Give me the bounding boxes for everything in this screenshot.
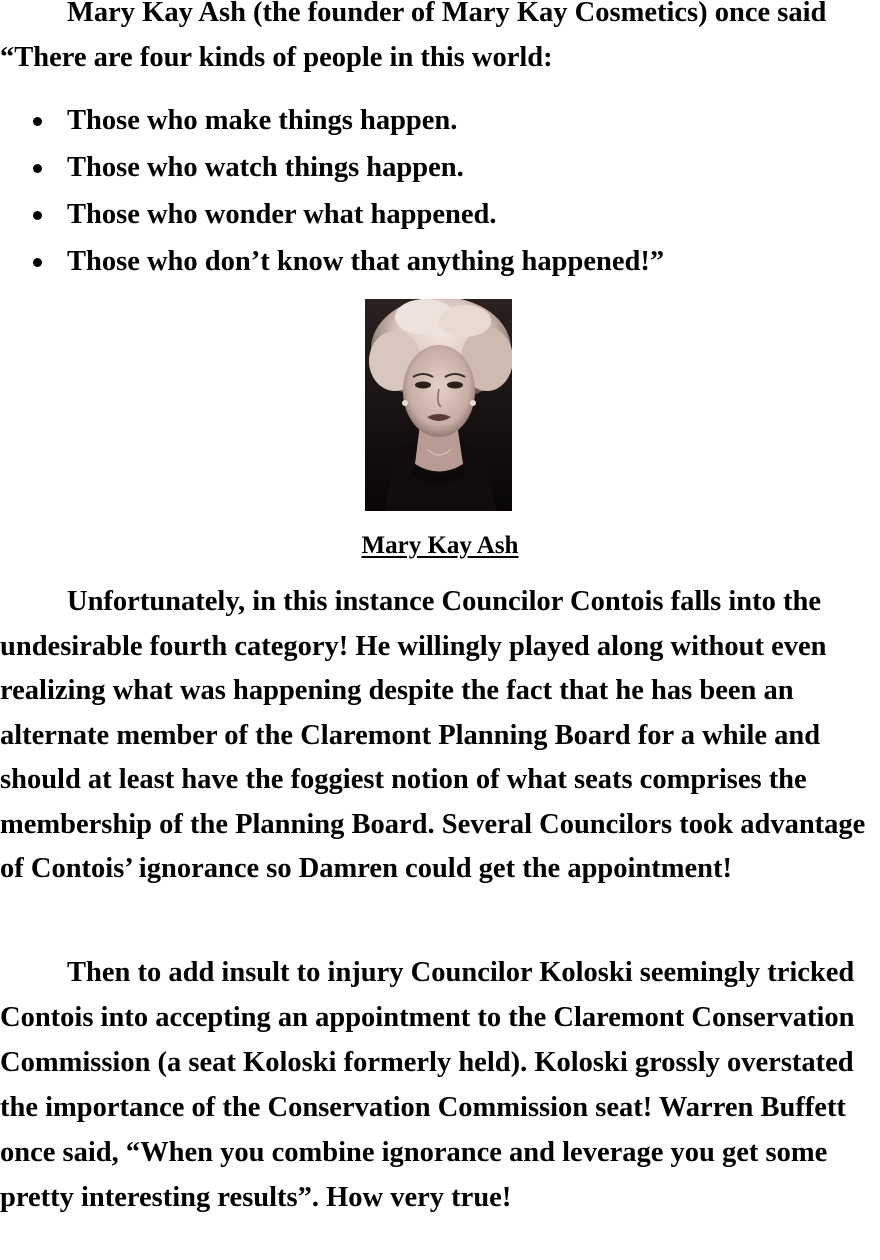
portrait-caption: Mary Kay Ash xyxy=(361,532,519,559)
body-paragraph-2 xyxy=(0,950,880,1220)
body-paragraph-2-text: Then to add insult to injury Councilor Koloski seemingly tricked Contois into accepting an appointment to the Claremont Conservation Commission (a seat Koloski formerly held). Koloski grossly overstated the importance of the Conservation Commission seat! Warren Buffett once said, “When you combine ignorance and leverage you get some pretty interesting results”. How very true! xyxy=(0,957,855,1213)
intro-paragraph xyxy=(0,0,880,80)
quote-item-3: Those who wonder what happened. xyxy=(0,191,880,238)
body-paragraph-1 xyxy=(0,580,880,892)
quote-item-4: Those who don’t know that anything happened!” xyxy=(0,238,880,285)
portrait-photo xyxy=(365,299,512,511)
quote-item-1: Those who make things happen. xyxy=(0,97,880,144)
quote-bullet-list xyxy=(0,97,880,285)
body-paragraph-1-text: Unfortunately, in this instance Councilor Contois falls into the undesirable fourth category! He willingly played along without even realizing what was happening despite the fact that he has been an alternate member of the Claremont Planning Board for a while and should at least have the foggiest notion of what seats comprises the membership of the Planning Board. Several Councilors took advantage of Contois’ ignorance so Damren could get the appointment! xyxy=(0,586,866,884)
quote-item-2: Those who watch things happen. xyxy=(0,144,880,191)
intro-text: Mary Kay Ash (the founder of Mary Kay Cosmetics) once said “There are four kinds of people in this world: xyxy=(0,0,827,73)
